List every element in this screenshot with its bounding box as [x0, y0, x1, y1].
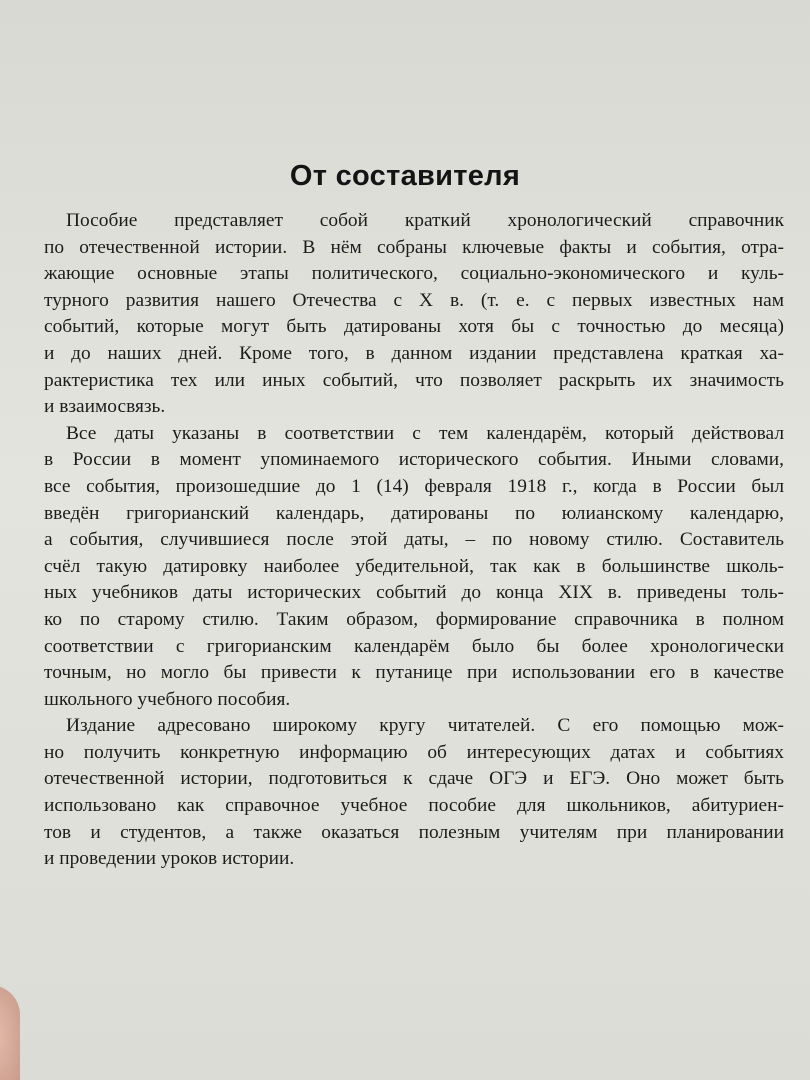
- page-title: От составителя: [289, 160, 521, 192]
- text-line: Издание адресовано широкому кругу читателей. С его помощью мож-: [66, 715, 784, 737]
- text-line: отечественной истории, подготовиться к сдаче ОГЭ и ЕГЭ. Оно может быть: [44, 768, 784, 790]
- paragraph-3: [44, 713, 784, 873]
- text-line: точным, но могло бы привести к путанице при использовании его в качестве: [44, 662, 784, 684]
- text-line: событий, которые могут быть датированы хотя бы с точностью до месяца): [44, 316, 784, 338]
- body-text: [44, 208, 784, 873]
- text-line: по отечественной истории. В нём собраны ключевые факты и события, отра-: [44, 236, 784, 258]
- text-line: и до наших дней. Кроме того, в данном издании представлена краткая ха-: [44, 342, 784, 364]
- text-line: но получить конкретную информацию об интересующих датах и событиях: [44, 741, 784, 763]
- finger-edge: [0, 985, 20, 1080]
- text-line: ко по старому стилю. Таким образом, формирование справочника в полном: [44, 608, 784, 630]
- text-line: тов и студентов, а также оказаться полезным учителям при планировании: [44, 821, 784, 843]
- text-line: счёл такую датировку наиболее убедительной, так как в большинстве школь-: [44, 555, 784, 577]
- text-line: жающие основные этапы политического, социально-экономического и куль-: [44, 263, 784, 285]
- text-line: использовано как справочное учебное пособие для школьников, абитуриен-: [44, 795, 784, 817]
- text-line: соответствии с григорианским календарём было бы более хронологически: [44, 635, 784, 657]
- text-line: и проведении уроков истории.: [44, 848, 295, 870]
- text-line: все события, произошедшие до 1 (14) февраля 1918 г., когда в России был: [44, 475, 784, 497]
- text-line: ных учебников даты исторических событий до конца XIX в. приведены толь-: [44, 582, 784, 604]
- paragraph-2: [44, 421, 784, 714]
- text-line: введён григорианский календарь, датированы по юлианскому календарю,: [44, 502, 784, 524]
- text-line: рактеристика тех или иных событий, что позволяет раскрыть их значимость: [44, 369, 784, 391]
- paragraph-1: [44, 208, 784, 421]
- text-line: в России в момент упоминаемого исторического события. Иными словами,: [44, 449, 784, 471]
- text-line: турного развития нашего Отечества с X в. (т. е. с первых известных нам: [44, 289, 784, 311]
- text-line: а события, случившиеся после этой даты, – по новому стилю. Составитель: [44, 529, 784, 551]
- text-line: Пособие представляет собой краткий хронологический справочник: [66, 210, 784, 231]
- text-line: и взаимосвязь.: [44, 396, 166, 418]
- text-line: школьного учебного пособия.: [44, 688, 291, 710]
- text-line: Все даты указаны в соответствии с тем календарём, который действовал: [66, 422, 784, 444]
